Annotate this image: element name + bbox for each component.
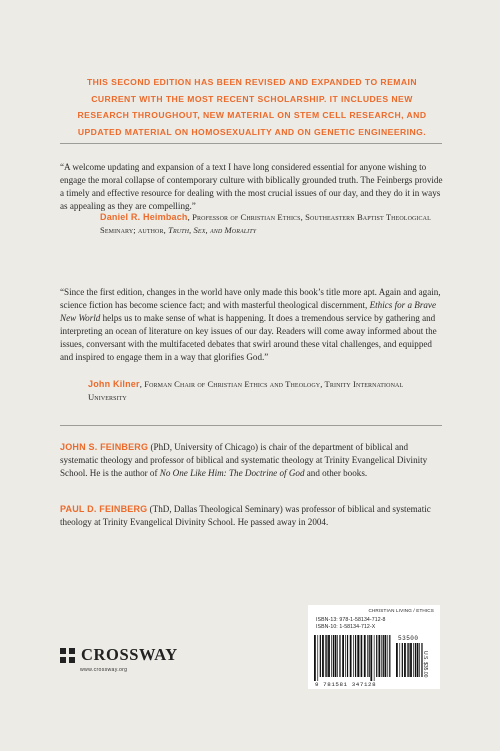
author-bio-2 xyxy=(60,503,444,529)
publisher-url: www.crossway.org xyxy=(80,667,128,673)
endorsement-quote-1 xyxy=(60,161,446,213)
publisher-name: CROSSWAY xyxy=(81,645,178,664)
endorsement-quote-2 xyxy=(60,286,446,363)
endorser-book-title-1: Truth, Sex, and Morality xyxy=(168,225,257,236)
author-bio-1-text-a: (PhD, University of Chicago) is chair of the department of biblical and systematic theology and professor of biblical and systematic theology at Trinity Evangelical Divinity School. He is the author of xyxy=(60,442,428,478)
endorsement-attribution-1 xyxy=(100,211,445,238)
barcode-addon-digits: 53500 xyxy=(398,635,419,642)
endorsement-quote-2-text-b: helps us to make sense of what is happening. It does a tremendous service by gathering and interpreting an ocean of literature on key issues of our day. Readers will come away informed about the issues, conversant with the multifaceted debates that swirl around these vital challenges, and equipped and inspired to engage them in a way that glorifies God.” xyxy=(60,312,437,362)
divider-top xyxy=(60,143,442,144)
isbn-13: ISBN-13: 978-1-58134-712-8 xyxy=(316,617,386,623)
publisher-logo xyxy=(60,646,178,664)
promo-blurb: THIS SECOND EDITION HAS BEEN REVISED AND EXPANDED TO REMAIN CURRENT WITH THE MOST RECENT SCHOLARSHIP. IT INCLUDES NEW RESEARCH THROUGHOUT, NEW MATERIAL ON STEM CELL RESEARCH, AND UPDATED MATERIAL ON HOMOSEXUALITY AND ON GENETIC ENGINEERING. xyxy=(77,77,427,137)
book-price: U.S. $35.00 xyxy=(422,651,428,678)
book-category: CHRISTIAN LIVING / ETHICS xyxy=(368,608,434,613)
endorsement-quote-2-text-a: “Since the first edition, changes in the world have only made this book’s title more apt. Again and again, science fiction has become science fact; and with masterful theological discernment, xyxy=(60,287,441,310)
author-bio-2-text: (ThD, Dallas Theological Seminary) was professor of biblical and systematic theology at Trinity Evangelical Divinity School. He passed away in 2004. xyxy=(60,504,431,527)
barcode-digits: 9 781581 347128 xyxy=(315,681,377,688)
endorsement-quote-2-title: Ethics for a Brave New World xyxy=(60,299,437,323)
crossway-mark-icon xyxy=(60,648,75,663)
endorser-name-2: John Kilner xyxy=(88,379,140,389)
author-name-2: PAUL D. FEINBERG xyxy=(60,504,148,514)
divider-bottom xyxy=(60,425,442,426)
author-bio-1-text-b: and other books. xyxy=(304,467,368,478)
barcode-panel xyxy=(308,605,440,689)
endorsement-attribution-2 xyxy=(88,378,440,405)
endorser-role-2: , Forman Chair of Christian Ethics and Theology, Trinity International University xyxy=(88,379,404,403)
endorser-role-1: , Professor of Christian Ethics, Southeastern Baptist Theological Seminary; author, xyxy=(100,212,431,236)
author-bio-1 xyxy=(60,441,444,480)
endorser-name-1: Daniel R. Heimbach xyxy=(100,212,188,222)
barcode-main-icon xyxy=(314,635,392,681)
endorsement-quote-1-text: “A welcome updating and expansion of a text I have long considered essential for anyone wishing to engage the moral collapse of contemporary culture with biblically grounded truth. The Feinbergs provide a timely and effective resource for dealing with the most crucial issues of our day, and they do it in ways as appealing as they are compelling.” xyxy=(60,162,443,211)
isbn-10: ISBN-10: 1-58134-712-X xyxy=(316,624,376,630)
author-name-1: JOHN S. FEINBERG xyxy=(60,442,149,452)
author-book-title-1: No One Like Him: The Doctrine of God xyxy=(159,467,305,478)
